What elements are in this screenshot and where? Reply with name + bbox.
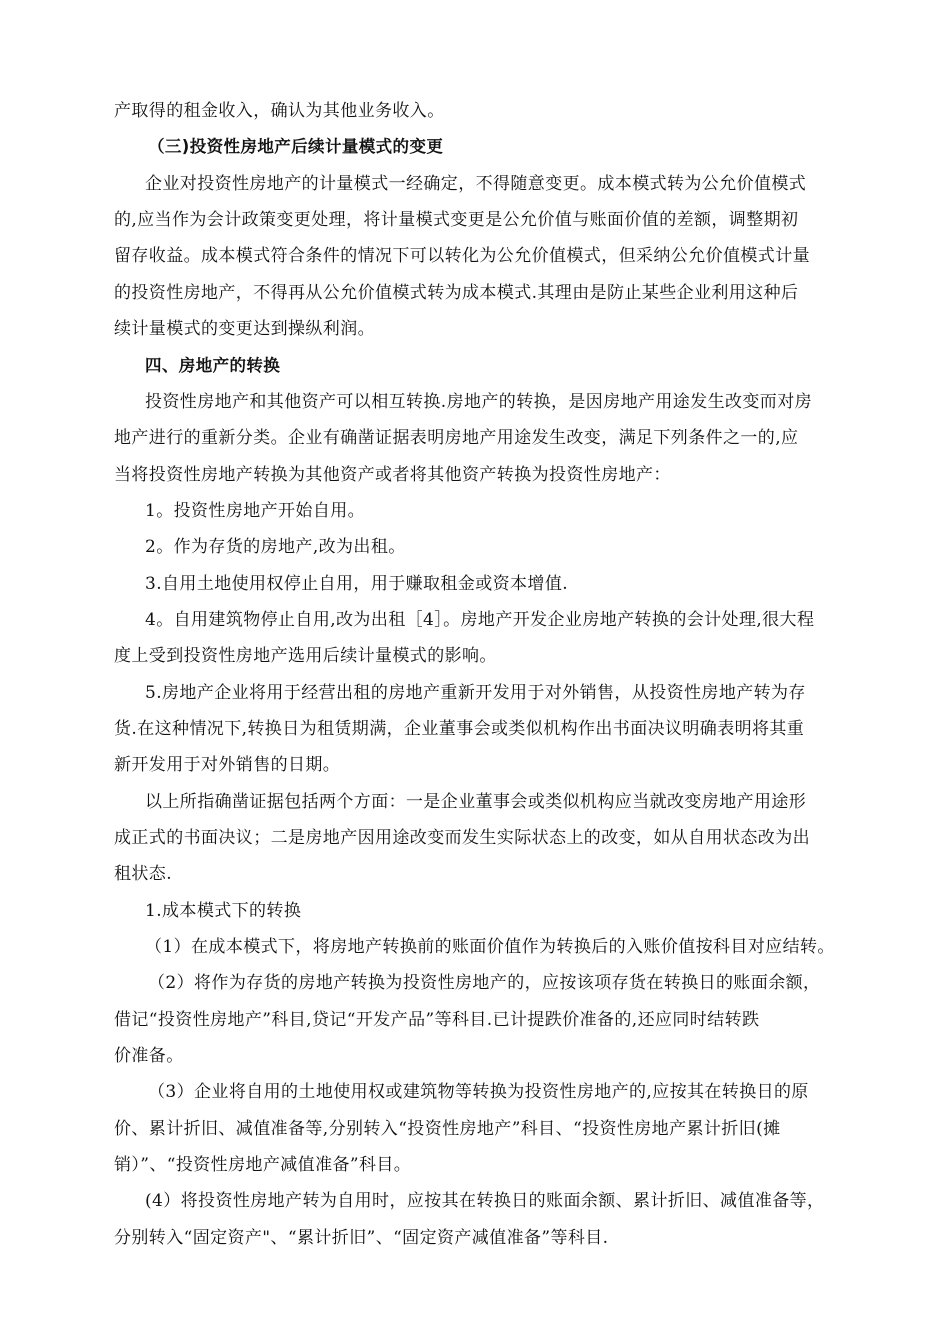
- paragraph-line: 度上受到投资性房地产选用后续计量模式的影响。: [114, 646, 497, 666]
- list-item: (4）将投资性房地产转为自用时，应按其在转换日的账面余额、累计折旧、减值准备等，: [145, 1191, 825, 1211]
- list-item: 3.自用土地使用权停止自用，用于赚取租金或资本增值.: [145, 574, 569, 594]
- list-item: （3）企业将自用的土地使用权或建筑物等转换为投资性房地产的,应按其在转换日的原: [148, 1082, 809, 1102]
- paragraph-line: 成正式的书面决议；二是房地产因用途改变而发生实际状态上的改变，如从自用状态改为出: [114, 828, 810, 848]
- paragraph-line: 以上所指确凿证据包括两个方面：一是企业董事会或类似机构应当就改变房地产用途形: [145, 792, 807, 812]
- list-item: 5.房地产企业将用于经营出租的房地产重新开发用于对外销售，从投资性房地产转为存: [145, 683, 806, 703]
- list-item: （2）将作为存货的房地产转换为投资性房地产的，应按该项存货在转换日的账面余额，: [148, 973, 821, 993]
- paragraph-line: 留存收益。成本模式符合条件的情况下可以转化为公允价值模式，但采纳公允价值模式计量: [114, 246, 810, 266]
- paragraph-line: 销）”、“投资性房地产减值准备”科目。: [114, 1155, 412, 1175]
- list-item: 1。投资性房地产开始自用。: [145, 501, 366, 521]
- paragraph-line: 企业对投资性房地产的计量模式一经确定，不得随意变更。成本模式转为公允价值模式: [145, 174, 807, 194]
- subsection-heading: 1.成本模式下的转换: [145, 901, 302, 921]
- paragraph-line: 借记“投资性房地产”科目,贷记“开发产品”等科目.已计提跌价准备的,还应同时结转跌: [114, 1010, 760, 1030]
- section-heading: 四、房地产的转换: [145, 356, 281, 375]
- list-item: （1）在成本模式下，将房地产转换前的账面价值作为转换后的入账价值按科目对应结转。: [145, 937, 835, 957]
- paragraph-line: 续计量模式的变更达到操纵利润。: [114, 319, 375, 339]
- list-item: 2。作为存货的房地产,改为出租。: [145, 537, 406, 557]
- paragraph-line: 租状态.: [114, 864, 173, 884]
- list-item: 4。自用建筑物停止自用,改为出租［4］。房地产开发企业房地产转换的会计处理,很大程: [145, 610, 815, 630]
- paragraph-line: 价、累计折旧、减值准备等,分别转入“投资性房地产”科目、“投资性房地产累计折旧(摊: [114, 1119, 781, 1139]
- paragraph-line: 的投资性房地产，不得再从公允价值模式转为成本模式.其理由是防止某些企业利用这种后: [114, 283, 799, 303]
- paragraph-line: 当将投资性房地产转换为其他资产或者将其他资产转换为投资性房地产：: [114, 465, 671, 485]
- paragraph-line: 价准备。: [114, 1046, 184, 1066]
- paragraph-line: 新开发用于对外销售的日期。: [114, 755, 341, 775]
- section-heading: （三)投资性房地产后续计量模式的变更: [148, 137, 444, 156]
- paragraph-line: 投资性房地产和其他资产可以相互转换.房地产的转换，是因房地产用途发生改变而对房: [145, 392, 813, 412]
- paragraph-line: 货.在这种情况下,转换日为租赁期满，企业董事会或类似机构作出书面决议明确表明将其重: [114, 719, 805, 739]
- paragraph-line: 分别转入“固定资产"、“累计折旧”、“固定资产减值准备”等科目.: [114, 1228, 609, 1248]
- paragraph-line: 的,应当作为会计政策变更处理，将计量模式变更是公允价值与账面价值的差额，调整期初: [114, 210, 799, 230]
- paragraph-line: 地产进行的重新分类。企业有确凿证据表明房地产用途发生改变，满足下列条件之一的,应: [114, 428, 799, 448]
- paragraph-line: 产取得的租金收入，确认为其他业务收入。: [114, 101, 445, 121]
